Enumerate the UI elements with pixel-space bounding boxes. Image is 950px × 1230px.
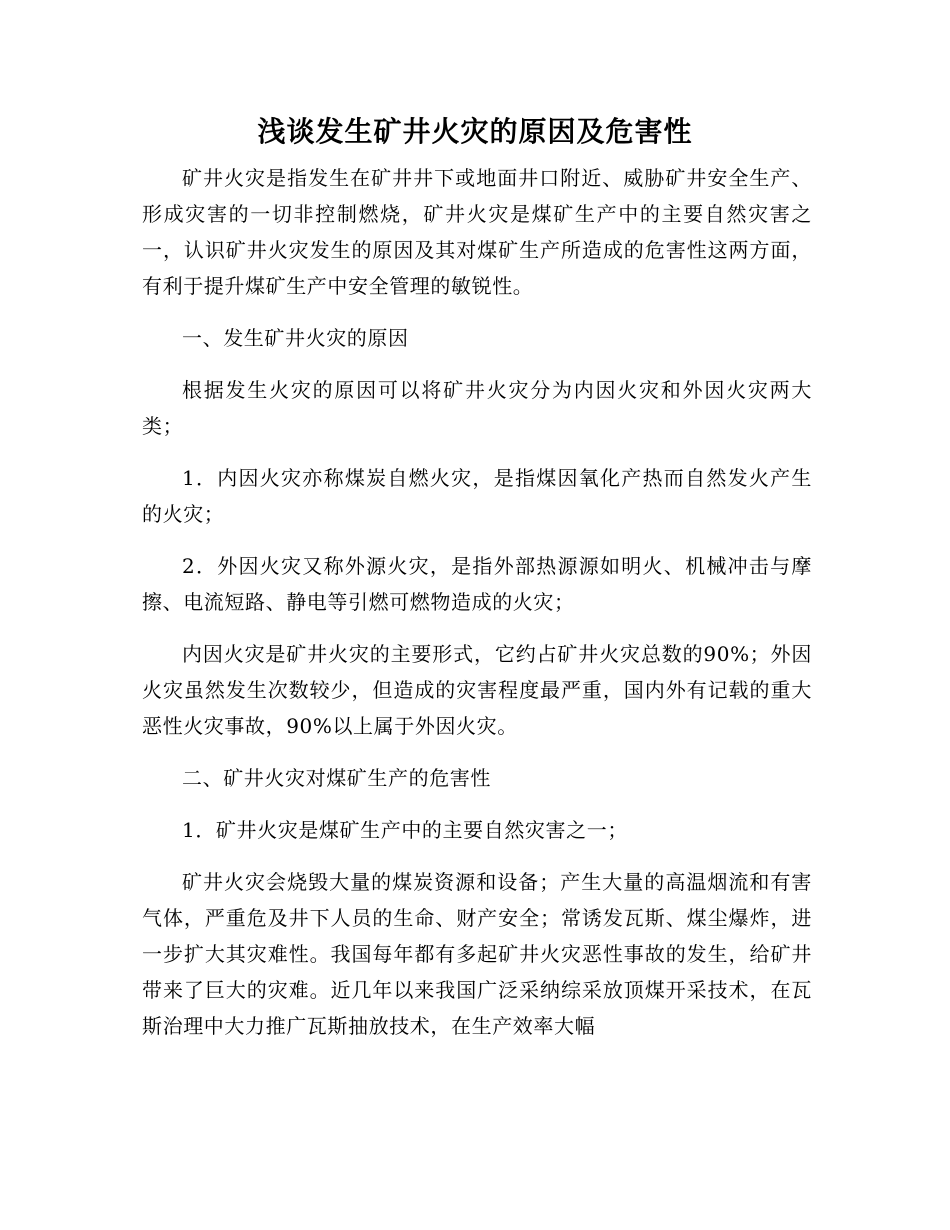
paragraph-statistics: 内因火灾是矿井火灾的主要形式，它约占矿井火灾总数的90%；外因火灾虽然发生次数较少，但造成的灾害程度最严重，国内外有记载的重大恶性火灾事故，90%以上属于外因火灾。 <box>142 642 812 738</box>
paragraph-classification: 根据发生火灾的原因可以将矿井火灾分为内因火灾和外因火灾两大类； <box>142 378 812 438</box>
list-item-external-fire: 2．外因火灾又称外源火灾，是指外部热源源如明火、机械冲击与摩擦、电流短路、静电等引燃可燃物造成的火灾； <box>142 554 812 614</box>
paragraph-intro: 矿井火灾是指发生在矿井井下或地面井口附近、威胁矿井安全生产、形成灾害的一切非控制燃烧，矿井火灾是煤矿生产中的主要自然灾害之一，认识矿井火灾发生的原因及其对煤矿生产所造成的危害性这两方面，有利于提升煤矿生产中安全管理的敏锐性。 <box>142 166 812 298</box>
section-heading-hazards: 二、矿井火灾对煤矿生产的危害性 <box>182 766 491 790</box>
list-item-internal-fire: 1．内因火灾亦称煤炭自燃火灾，是指煤因氧化产热而自然发火产生的火灾； <box>142 466 812 526</box>
list-item-main-disaster: 1．矿井火灾是煤矿生产中的主要自然灾害之一； <box>182 818 628 842</box>
section-heading-causes: 一、发生矿井火灾的原因 <box>182 326 409 350</box>
paragraph-hazard-details: 矿井火灾会烧毁大量的煤炭资源和设备；产生大量的高温烟流和有害气体，严重危及井下人员的生命、财产安全；常诱发瓦斯、煤尘爆炸，进一步扩大其灾难性。我国每年都有多起矿井火灾恶性事故的发生，给矿井带来了巨大的灾难。近几年以来我国广泛采纳综采放顶煤开采技术，在瓦斯治理中大力推广瓦斯抽放技术，在生产效率大幅 <box>142 870 812 1038</box>
document-title: 浅谈发生矿井火灾的原因及危害性 <box>257 115 693 148</box>
document-body <box>142 160 812 1060</box>
